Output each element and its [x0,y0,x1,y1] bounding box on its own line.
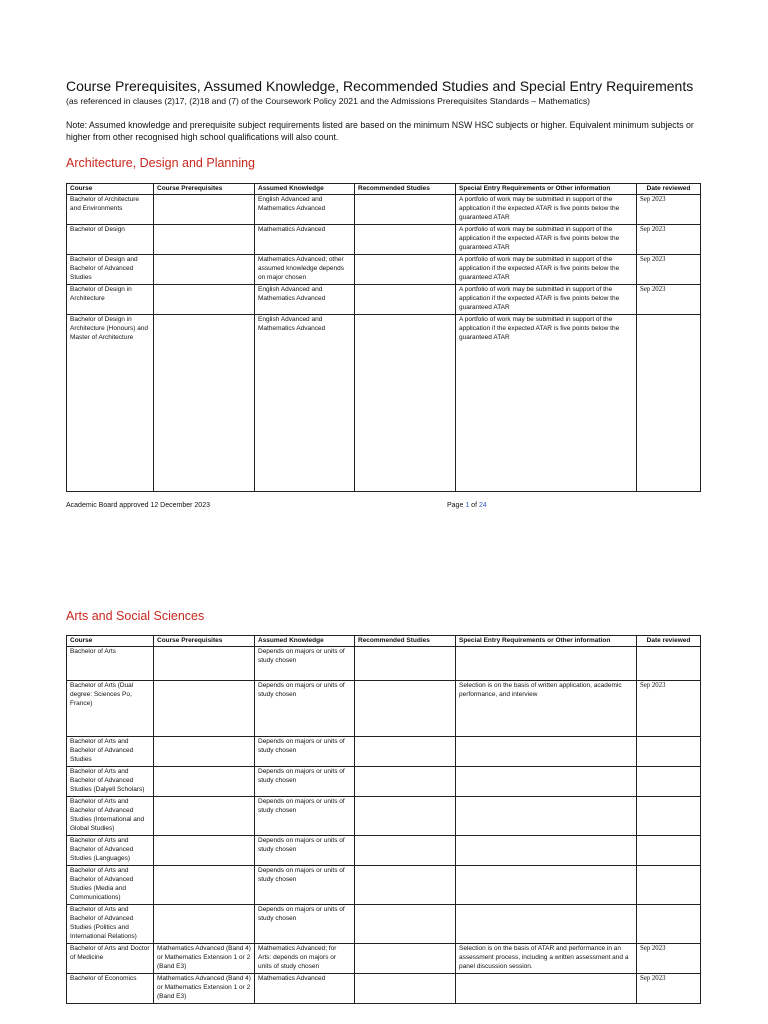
cell-date-reviewed [637,737,701,767]
cell-assumed-knowledge: Depends on majors or units of study chosen [255,866,355,905]
cell-recommended-studies [355,797,456,836]
cell-special-entry [456,767,637,797]
column-header-assumed-knowledge: Assumed Knowledge [255,184,355,195]
cell-prerequisites [154,905,255,944]
column-header-special-entry: Special Entry Requirements or Other information [456,636,637,647]
cell-prerequisites [154,866,255,905]
cell-recommended-studies [355,905,456,944]
cell-special-entry: A portfolio of work may be submitted in support of the application if the expected ATAR is five points below the guaranteed ATAR [456,225,637,255]
table-row [67,797,701,836]
table-row [67,647,701,681]
cell-special-entry: Selection is on the basis of written application, academic performance, and interview [456,681,637,737]
cell-date-reviewed [637,836,701,866]
cell-course: Bachelor of Design [67,225,154,255]
cell-special-entry: A portfolio of work may be submitted in support of the application if the expected ATAR is five points below the guaranteed ATAR [456,315,637,492]
table-row [67,767,701,797]
cell-special-entry [456,866,637,905]
column-header-recommended-studies: Recommended Studies [355,184,456,195]
cell-date-reviewed: Sep 2023 [637,195,701,225]
cell-special-entry [456,797,637,836]
cell-course: Bachelor of Design in Architecture (Honours) and Master of Architecture [67,315,154,492]
cell-special-entry [456,905,637,944]
cell-recommended-studies [355,737,456,767]
cell-special-entry: A portfolio of work may be submitted in support of the application if the expected ATAR is five points below the guaranteed ATAR [456,195,637,225]
footer-page-number [447,502,487,509]
cell-recommended-studies [355,944,456,974]
cell-prerequisites [154,797,255,836]
cell-recommended-studies [355,974,456,1004]
cell-recommended-studies [355,647,456,681]
cell-course: Bachelor of Arts and Bachelor of Advanced Studies [67,737,154,767]
cell-assumed-knowledge: Depends on majors or units of study chosen [255,797,355,836]
cell-recommended-studies [355,315,456,492]
cell-assumed-knowledge: English Advanced and Mathematics Advanced [255,195,355,225]
cell-special-entry [456,836,637,866]
cell-recommended-studies [355,195,456,225]
cell-recommended-studies [355,225,456,255]
column-header-date-reviewed: Date reviewed [637,636,701,647]
table-row [67,974,701,1004]
cell-special-entry [456,737,637,767]
column-header-recommended-studies: Recommended Studies [355,636,456,647]
cell-assumed-knowledge: Mathematics Advanced [255,974,355,1004]
section-heading-arts: Arts and Social Sciences [66,609,205,623]
cell-course: Bachelor of Arts [67,647,154,681]
cell-recommended-studies [355,767,456,797]
column-header-date-reviewed: Date reviewed [637,184,701,195]
table-row [67,836,701,866]
cell-assumed-knowledge: English Advanced and Mathematics Advanced [255,285,355,315]
footer-approval: Academic Board approved 12 December 2023 [66,502,210,509]
document-note: Note: Assumed knowledge and prerequisite subject requirements listed are based on the minimum NSW HSC subjects or higher. Equivalent minimum subjects or higher from other recognised high school qualifications will also count. [66,120,694,142]
cell-assumed-knowledge: Depends on majors or units of study chosen [255,905,355,944]
section-heading-architecture: Architecture, Design and Planning [66,156,256,170]
cell-prerequisites [154,836,255,866]
cell-special-entry: Selection is on the basis of ATAR and performance in an assessment process, including a written assessment and a panel discussion session. [456,944,637,974]
cell-date-reviewed [637,315,701,492]
document-title: Course Prerequisites, Assumed Knowledge, Recommended Studies and Special Entry Requirements [66,78,694,94]
column-header-prerequisites: Course Prerequisites [154,184,255,195]
cell-course: Bachelor of Economics [67,974,154,1004]
cell-date-reviewed: Sep 2023 [637,225,701,255]
column-header-course: Course [67,636,154,647]
cell-prerequisites: Mathematics Advanced (Band 4) or Mathematics Extension 1 or 2 (Band E3) [154,944,255,974]
cell-assumed-knowledge: English Advanced and Mathematics Advanced [255,315,355,492]
cell-course: Bachelor of Design and Bachelor of Advanced Studies [67,255,154,285]
cell-date-reviewed: Sep 2023 [637,681,701,737]
cell-prerequisites [154,767,255,797]
cell-special-entry: A portfolio of work may be submitted in support of the application if the expected ATAR is five points below the guaranteed ATAR [456,285,637,315]
cell-prerequisites [154,225,255,255]
table-row [67,315,701,492]
cell-special-entry [456,647,637,681]
cell-prerequisites [154,681,255,737]
table-header-row [67,636,701,647]
cell-date-reviewed [637,767,701,797]
cell-course: Bachelor of Design in Architecture [67,285,154,315]
cell-assumed-knowledge: Mathematics Advanced [255,225,355,255]
requirements-table-architecture [66,183,701,492]
cell-prerequisites [154,255,255,285]
cell-date-reviewed: Sep 2023 [637,255,701,285]
cell-special-entry: A portfolio of work may be submitted in support of the application if the expected ATAR is five points below the guaranteed ATAR [456,255,637,285]
column-header-assumed-knowledge: Assumed Knowledge [255,636,355,647]
page-current: 1 [465,502,470,509]
document-subtitle: (as referenced in clauses (2)17, (2)18 and (7) of the Coursework Policy 2021 and the Admissions Prerequisites Standards – Mathematics) [66,96,591,106]
cell-recommended-studies [355,836,456,866]
cell-date-reviewed: Sep 2023 [637,944,701,974]
page-label: Page [447,502,464,509]
cell-course: Bachelor of Arts and Bachelor of Advanced Studies (Languages) [67,836,154,866]
column-header-prerequisites: Course Prerequisites [154,636,255,647]
table-row [67,285,701,315]
cell-course: Bachelor of Arts (Dual degree: Sciences Po, France) [67,681,154,737]
page-of: of [471,502,478,509]
cell-assumed-knowledge: Mathematics Advanced; other assumed knowledge depends on major chosen [255,255,355,285]
cell-date-reviewed [637,647,701,681]
cell-prerequisites [154,285,255,315]
column-header-special-entry: Special Entry Requirements or Other information [456,184,637,195]
column-header-course: Course [67,184,154,195]
cell-prerequisites [154,647,255,681]
cell-assumed-knowledge: Depends on majors or units of study chosen [255,767,355,797]
table-row [67,905,701,944]
table-row [67,195,701,225]
cell-prerequisites [154,195,255,225]
cell-recommended-studies [355,285,456,315]
cell-recommended-studies [355,681,456,737]
cell-assumed-knowledge: Depends on majors or units of study chosen [255,647,355,681]
cell-course: Bachelor of Arts and Bachelor of Advanced Studies (Politics and International Relations) [67,905,154,944]
cell-course: Bachelor of Arts and Bachelor of Advanced Studies (Dalyell Scholars) [67,767,154,797]
table-row [67,255,701,285]
cell-course: Bachelor of Architecture and Environments [67,195,154,225]
table-row [67,866,701,905]
requirements-table-arts [66,635,701,1004]
cell-date-reviewed [637,866,701,905]
page-total: 24 [478,502,487,509]
cell-date-reviewed: Sep 2023 [637,285,701,315]
cell-prerequisites [154,315,255,492]
cell-date-reviewed [637,905,701,944]
cell-assumed-knowledge: Depends on majors or units of study chosen [255,737,355,767]
cell-recommended-studies [355,255,456,285]
table-row [67,944,701,974]
cell-course: Bachelor of Arts and Bachelor of Advanced Studies (Media and Communications) [67,866,154,905]
cell-date-reviewed: Sep 2023 [637,974,701,1004]
cell-assumed-knowledge: Depends on majors or units of study chosen [255,681,355,737]
cell-special-entry [456,974,637,1004]
table-row [67,737,701,767]
cell-prerequisites [154,737,255,767]
cell-assumed-knowledge: Mathematics Advanced; for Arts: depends on majors or units of study chosen [255,944,355,974]
cell-recommended-studies [355,866,456,905]
table-row [67,225,701,255]
cell-date-reviewed [637,797,701,836]
cell-course: Bachelor of Arts and Bachelor of Advanced Studies (International and Global Studies) [67,797,154,836]
table-row [67,681,701,737]
table-header-row [67,184,701,195]
cell-prerequisites: Mathematics Advanced (Band 4) or Mathematics Extension 1 or 2 (Band E3) [154,974,255,1004]
cell-assumed-knowledge: Depends on majors or units of study chosen [255,836,355,866]
cell-course: Bachelor of Arts and Doctor of Medicine [67,944,154,974]
